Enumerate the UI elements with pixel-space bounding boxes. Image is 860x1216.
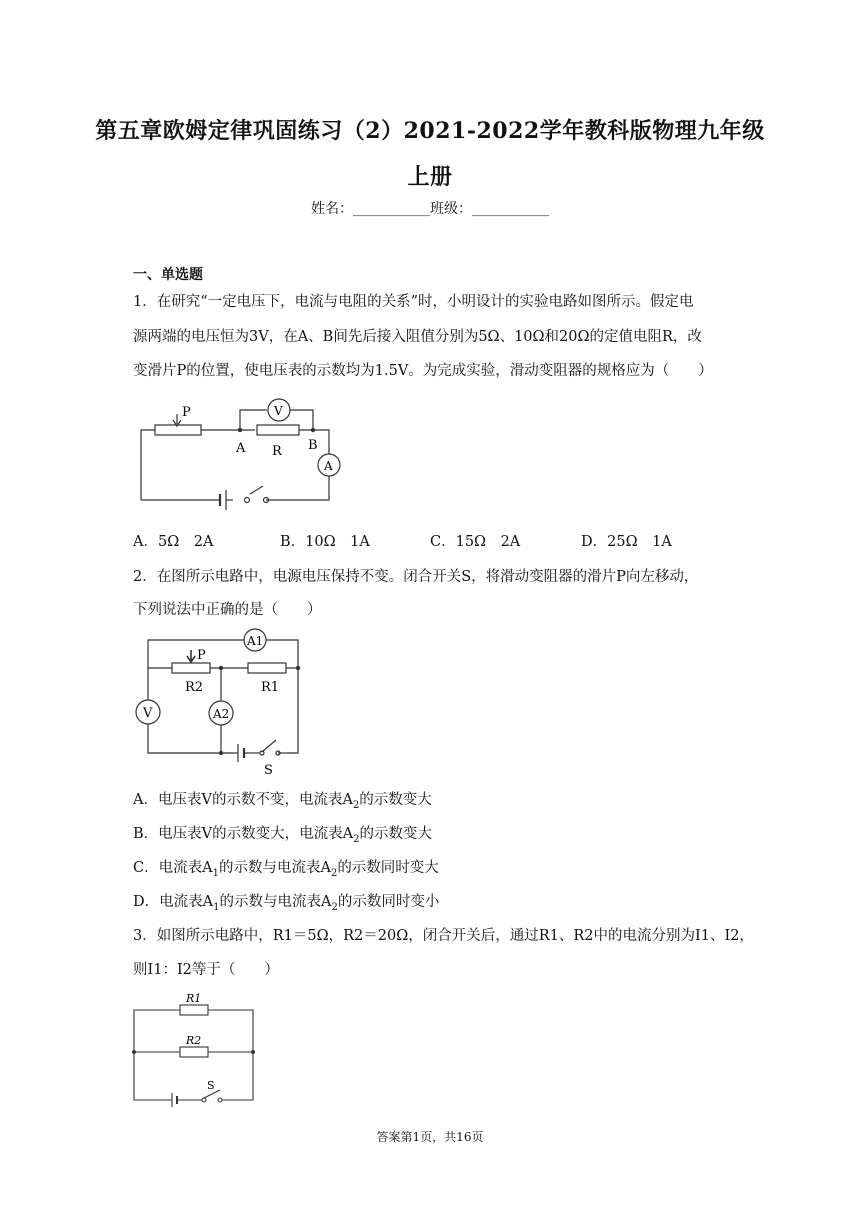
q2-voltmeter-label: V — [143, 706, 153, 721]
q2-option-a: A．电压表V的示数不变，电流表$A_2$的示数变大 — [133, 792, 432, 811]
q3-label-r1: R1 — [186, 992, 202, 1005]
q2-label-p: P — [197, 648, 206, 663]
q3-text-line-1: 3．如图所示电路中，R1＝5Ω，R2＝20Ω，闭合开关后，通过R1、R2中的电流分别为I1、I2， — [133, 928, 754, 944]
q1-voltmeter-label: V — [274, 404, 283, 418]
student-info-line: 姓名：___________班级：___________ — [311, 201, 549, 217]
q1-text-line-1: 1．在研究“一定电压下，电流与电阻的关系”时，小明设计的实验电路如图所示。假定电 — [133, 294, 694, 310]
q2-label-r1: R1 — [261, 680, 280, 695]
page-title: 第五章欧姆定律巩固练习（2）2021-2022学年教科版物理九年级 — [95, 118, 765, 144]
q2-option-c: C．电流表$A_1$的示数与电流表$A_2$的示数同时变大 — [133, 860, 439, 879]
q1-point-a-label: A — [236, 441, 246, 456]
section-heading: 一、单选题 — [133, 267, 203, 283]
q2-ammeter-a1-label: A1 — [247, 634, 264, 648]
q1-option-c: C．15Ω 2A — [430, 534, 521, 550]
q2-switch-label: S — [264, 763, 273, 778]
q1-label-p: P — [182, 405, 191, 420]
q1-resistor-label: R — [272, 444, 282, 459]
page-title-continued: 上册 — [407, 164, 453, 190]
q2-option-b: B．电压表V的示数变大，电流表$A_2$的示数变大 — [133, 826, 432, 845]
q1-option-a: A．5Ω 2A — [133, 534, 214, 550]
page-footer: 答案第1页，共16页 — [376, 1130, 484, 1144]
q1-option-d: D．25Ω 1A — [581, 534, 672, 550]
q1-ammeter-label: A — [324, 459, 333, 473]
q3-label-r2: R2 — [186, 1034, 202, 1047]
q1-circuit-diagram — [135, 392, 345, 510]
q2-ammeter-a2-label: A2 — [213, 707, 230, 721]
q2-label-r2: R2 — [185, 680, 204, 695]
q1-point-b-label: B — [308, 438, 318, 453]
q2-option-d: D．电流表$A_1$的示数与电流表$A_2$的示数同时变小 — [133, 894, 440, 913]
q1-option-b: B．10Ω 1A — [280, 534, 370, 550]
q3-switch-label: S — [207, 1079, 215, 1092]
q1-text-line-2: 源两端的电压恒为3V，在A、B间先后接入阻值分别为5Ω、10Ω和20Ω的定值电阻R，改 — [133, 329, 702, 345]
q2-circuit-diagram — [130, 628, 310, 778]
q2-text-line-2: 下列说法中正确的是（ ） — [133, 602, 322, 618]
q2-text-line-1: 2．在图所示电路中，电源电压保持不变。闭合开关S，将滑动变阻器的滑片P向左移动， — [133, 569, 699, 585]
q3-text-line-2: 则I1：I2等于（ ） — [133, 962, 279, 978]
q3-circuit-diagram — [128, 990, 263, 1110]
q1-text-line-3: 变滑片P的位置，使电压表的示数均为1.5V。为完成实验，滑动变阻器的规格应为（ ） — [133, 363, 713, 379]
